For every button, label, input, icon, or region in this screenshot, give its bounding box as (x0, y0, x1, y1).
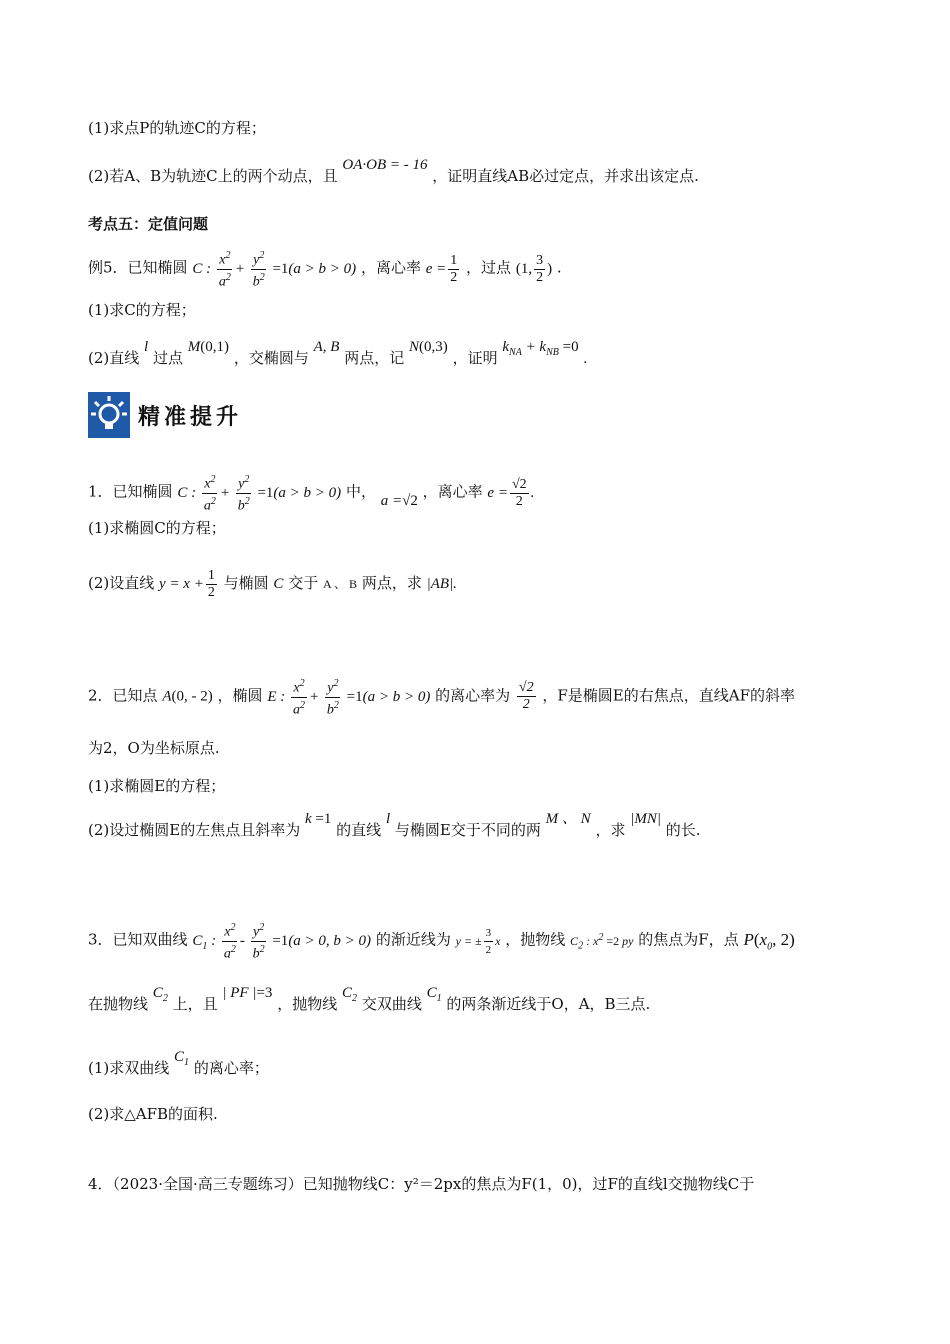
text: (1)求点P的轨迹C的方程； (88, 119, 266, 137)
text: 的离心率； (193, 1059, 269, 1077)
text: 在抛物线 (88, 995, 149, 1013)
text: 4．（2023·全国·高三专题练习）已知抛物线C：y²＝2px的焦点为F(1，0)，过F的直线l交抛物线C于 (88, 1175, 755, 1193)
text: 的渐近线为 (375, 930, 451, 949)
text: 两点，记 (344, 349, 405, 367)
text: 与椭圆E交于不同的两 (394, 821, 541, 839)
math-C2: $C_2$ (342, 985, 358, 1004)
abs-AB: |AB|. (426, 575, 457, 592)
math-C: C (273, 575, 284, 592)
section-banner (88, 392, 242, 438)
text: 与椭圆 (223, 573, 269, 592)
point-A: A(0, - 2) (162, 688, 213, 705)
text: 的焦点为F，点 (638, 930, 739, 949)
text: (2)求△AFB的面积. (88, 1105, 218, 1123)
text: (2)若A、B为轨迹C上的两个动点，且 (88, 167, 338, 185)
point-expr: (1, $\frac{3}{2}$ ) (515, 252, 553, 285)
text: 的直线 (336, 821, 382, 839)
problem-2-q1 (88, 776, 225, 796)
text: ，交椭圆与 (233, 349, 309, 367)
math-C1: $C_1$ (426, 985, 442, 1004)
text: (1)求椭圆E的方程； (88, 777, 226, 795)
abs-PF: | PF |=3 (222, 985, 273, 1001)
math-slope-sum: $k_{NA} + k_{NB} =0$ (502, 339, 579, 358)
text: 2．已知点 (88, 686, 158, 705)
text: . (556, 258, 562, 277)
problem-1-q1 (88, 518, 226, 538)
text: (1)求椭圆C的方程； (88, 519, 226, 537)
point-A: A 、 B (323, 576, 358, 591)
parabola-equation: $C_2$ : $x^2 =2$ py (570, 931, 634, 951)
problem-3-q2 (88, 1104, 218, 1124)
text: ，证明直线AB必过定点，并求出该定点. (432, 167, 699, 185)
text: ，证明 (452, 349, 498, 367)
section-heading (88, 214, 208, 234)
period: . (583, 351, 588, 367)
text: ，椭圆 (217, 686, 263, 705)
text: 1．已知椭圆 (88, 482, 173, 501)
text: 交于 (288, 573, 319, 592)
text: 例5．已知椭圆 (88, 258, 188, 277)
problem-3-line (88, 920, 795, 962)
text: 的离心率为 (435, 686, 511, 705)
eccentricity: e = $\frac{√2}{2}$ . (487, 476, 535, 509)
math-C1: $C_1$ (174, 1049, 190, 1068)
text: ，过点 (466, 258, 512, 277)
ellipse-equation: E : $\frac{x^2}{a^2}$ + $\frac{y^2}{b^2}$ =1(a > b > 0) (267, 678, 431, 718)
text: 交双曲线 (361, 995, 422, 1013)
text: 上，且 (172, 995, 218, 1013)
text: (1)求双曲线 (88, 1059, 170, 1077)
text: ，抛物线 (277, 995, 338, 1013)
text: ，抛物线 (505, 930, 566, 949)
math-C2: $C_2$ (152, 985, 168, 1004)
problem-2-q2 (88, 811, 701, 841)
ellipse-equation: C : $\frac{x^2}{a^2}$ + $\frac{y^2}{b^2}$ =1(a > b > 0) (177, 474, 342, 514)
eccentricity: e = $\frac{1}{2}$ (425, 252, 458, 285)
point-P: $P(x_0$, 2) (743, 929, 795, 952)
text: 中， (345, 482, 376, 501)
text: ，离心率 (360, 258, 421, 277)
problem-2-line-b (88, 738, 220, 758)
text: ，离心率 (422, 482, 483, 501)
problem-3-line-b (88, 985, 651, 1021)
math-a: a =√2 (380, 492, 418, 509)
lightbulb-icon (88, 392, 130, 438)
text: (2)设直线 (88, 573, 155, 592)
ellipse-equation: C : $\frac{x^2}{a^2}$ + $\frac{y^2}{b^2}$ =1(a > b > 0) (192, 250, 357, 290)
question-2-line (88, 157, 699, 187)
math-AB: A, B (313, 339, 340, 355)
math-N: N(0,3) (409, 339, 448, 355)
hyperbola-equation: $C_1$ : $\frac{x^2}{a^2}$ - $\frac{y^2}{b^2}$ =1(a > 0, b > 0) (192, 922, 372, 962)
eccentricity-value: $\frac{√2}{2}$ (518, 680, 534, 713)
example-5-line (88, 248, 562, 290)
line-equation: y = x + $\frac{1}{2}$ (159, 568, 215, 600)
math-dot-product: OA·OB = - 16 (342, 157, 428, 173)
banner-title: 精准提升 (138, 404, 243, 430)
asymptote: y = ± $\frac{3}{2}$ x (455, 927, 501, 957)
text: 的两条渐近线于O，A，B三点. (446, 995, 651, 1013)
text: (2)设过椭圆E的左焦点且斜率为 (88, 821, 301, 839)
problem-4-line (88, 1174, 754, 1194)
math-M: M(0,1) (187, 339, 230, 355)
example-5-q1 (88, 300, 196, 320)
text: 的长. (665, 821, 701, 839)
text: (2)直线 (88, 349, 140, 367)
abs-MN: |MN| (630, 811, 661, 827)
text: ，求 (595, 821, 626, 839)
text: 过点 (152, 349, 183, 367)
heading-text: 考点五：定值问题 (88, 215, 209, 233)
problem-2-line (88, 676, 795, 718)
problem-3-q1 (88, 1049, 269, 1085)
math-M: M 、 N (545, 811, 591, 827)
text: 为2，O为坐标原点. (88, 739, 220, 757)
math-k: k =1 (304, 811, 332, 827)
text: ，F是椭圆E的右焦点，直线AF的斜率 (542, 686, 795, 705)
text: (1)求C的方程； (88, 301, 196, 319)
example-5-q2 (88, 339, 588, 375)
text: 两点，求 (361, 573, 422, 592)
problem-1-line (88, 472, 534, 514)
text: 3．已知双曲线 (88, 930, 188, 949)
math-l: l (144, 339, 149, 355)
math-l: l (385, 811, 391, 827)
question-1-line (88, 118, 266, 138)
problem-1-q2 (88, 568, 457, 601)
